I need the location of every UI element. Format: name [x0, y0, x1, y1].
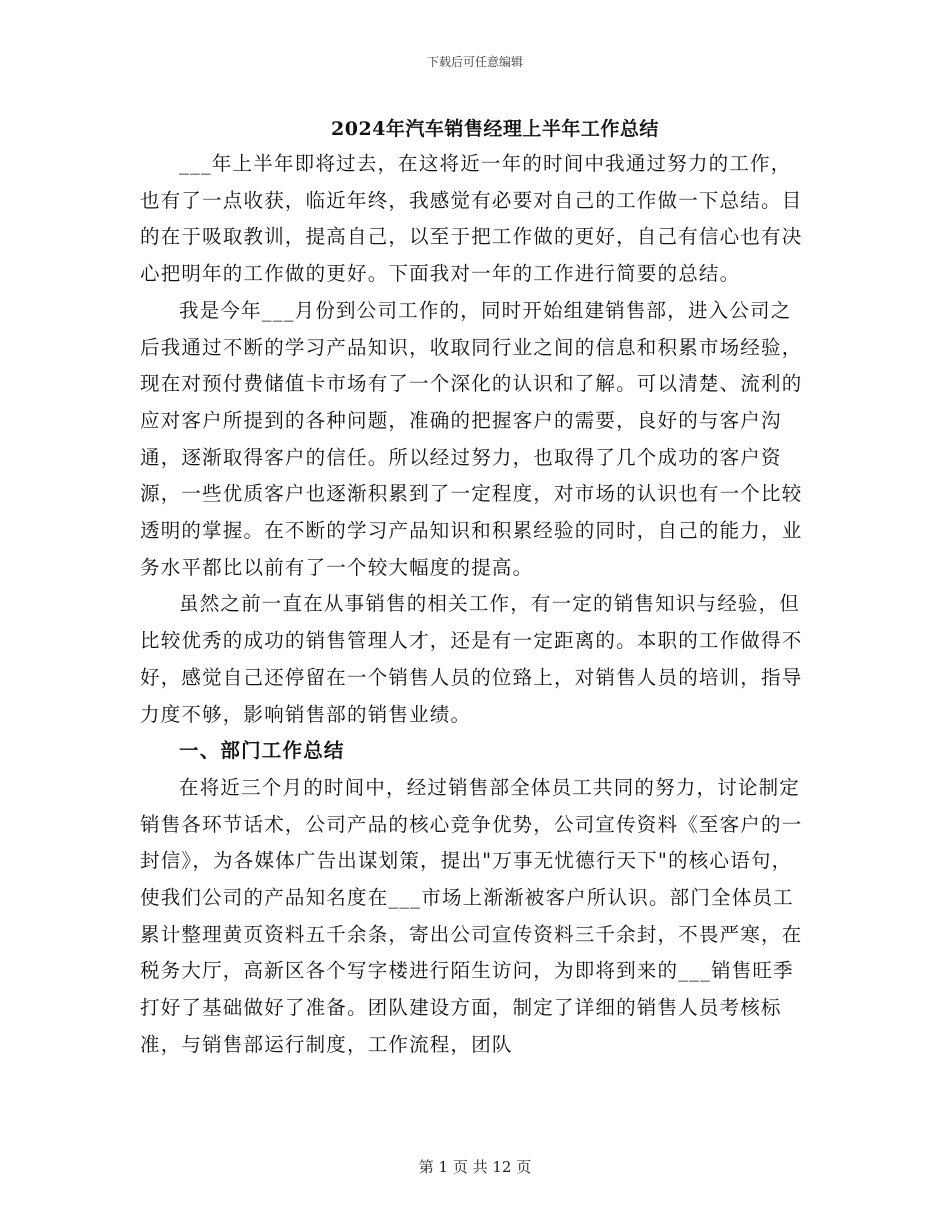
page-footer: 第 1 页 共 12 页 — [418, 1158, 532, 1176]
section-heading: 一、部门工作总结 — [179, 739, 345, 763]
document-body — [140, 146, 810, 1064]
paragraph-experience: 我是今年___月份到公司工作的，同时开始组建销售部，进入公司之后我通过不断的学习产品知识，收取同行业之间的信息和积累市场经验，现在对预付费储值卡市场有了一个深化的认识和了解。可以清楚、流利的应对客户所提到的各种问题，准确的把握客户的需要，良好的与客户沟通，逐渐取得客户的信任。所以经过努力，也取得了几个成功的客户资源，一些优质客户也逐渐积累到了一定程度，对市场的认识也有一个比较透明的掌握。在不断的学习产品知识和积累经验的同时，自己的能力，业务水平都比以前有了一个较大幅度的提高。 — [140, 298, 803, 579]
paragraph-intro: ___年上半年即将过去，在这将近一年的时间中我通过努力的工作，也有了一点收获，临近年终，我感觉有必要对自己的工作做一下总结。目的在于吸取教训，提高自己，以至于把工作做的更好，自己有信心也有决心把明年的工作做的更好。下面我对一年的工作进行简要的总结。 — [140, 152, 803, 286]
page-header-note: 下载后可任意编辑 — [426, 55, 523, 69]
paragraph-shortcomings: 虽然之前一直在从事销售的相关工作，有一定的销售知识与经验，但比较优秀的成功的销售管理人才，还是有一定距离的。本职的工作做得不好，感觉自己还停留在一个销售人员的位臵上，对销售人员的培训，指导力度不够，影响销售部的销售业绩。 — [140, 592, 803, 726]
document-title: 2024年汽车销售经理上半年工作总结 — [331, 118, 659, 140]
paragraph-department-summary: 在将近三个月的时间中，经过销售部全体员工共同的努力，讨论制定销售各环节话术，公司产品的核心竞争优势，公司宣传资料《至客户的一封信》，为各媒体广告出谋划策，提出"万事无忧德行天下"的核心语句，使我们公司的产品知名度在___市场上渐渐被客户所认识。部门全体员工累计整理黄页资料五千余条，寄出公司宣传资料三千余封，不畏严寒，在税务大厅，高新区各个写字楼进行陌生访问，为即将到来的___销售旺季打好了基础做好了准备。团队建设方面，制定了详细的销售人员考核标准，与销售部运行制度，工作流程，团队 — [140, 775, 803, 1056]
